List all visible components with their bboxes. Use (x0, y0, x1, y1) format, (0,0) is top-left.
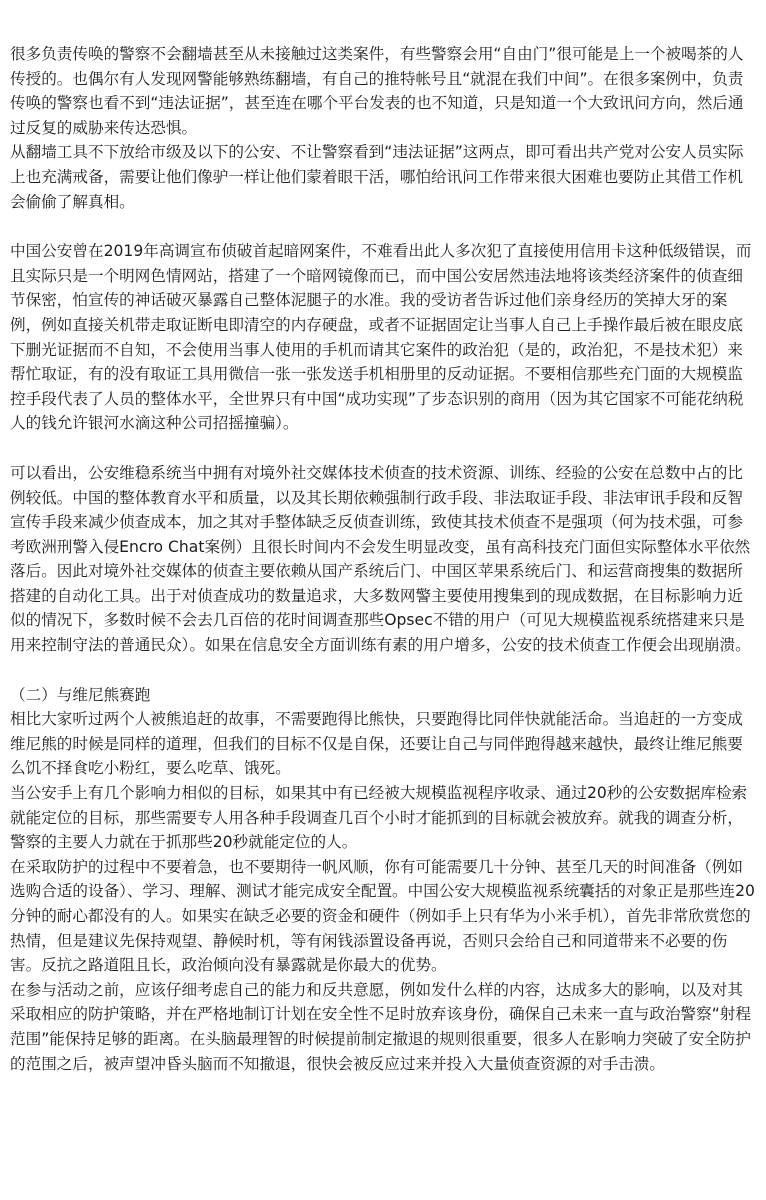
paragraph-darknet-case: 中国公安曾在2019年高调宣布侦破首起暗网案件，不难看出此人多次犯了直接使用信用卡这种低级错误，而且实际只是一个明网色情网站，搭建了一个暗网镜像而已，而中国公安居然违法地将该类经济案件的侦查细节保密，怕宣传的神话破灭暴露自己整体泥腿子的水准。我的受访者告诉过他们亲身经历的笑掉大牙的案例，例如直接关机带走取证断电即清空的内存硬盘，或者不证据固定让当事人自己上手操作最后被在眼皮底下删光证据而不自知，不会使用当事人使用的手机而请其它案件的政治犯（是的，政治犯，不是技术犯）来帮忙取证，有的没有取证工具用微信一张一张发送手机相册里的反动证据。不要相信那些充门面的大规模监控手段代表了人员的整体水平，全世界只有中国“成功实现”了步态识别的商用（因为其它国家不可能花纳税人的钱允许银河水滴这种公司招摇撞骗）。 (10, 242, 752, 433)
paragraph-spacer (10, 658, 756, 683)
paragraph-spacer (10, 214, 756, 239)
paragraph-police-firewall: 很多负责传唤的警察不会翻墙甚至从未接触过这类案件，有些警察会用“自由门”很可能是上一个被喝茶的人传授的。也偶尔有人发现网警能够熟练翻墙，有自己的推特帐号且“就混在我们中间”。在很多案例中，负责传唤的警察也看不到“违法证据”，甚至连在哪个平台发表的也不知道，只是知道一个大致讯问方向，然后通过反复的威胁来传达恐惧。 (10, 45, 744, 137)
paragraph-party-distrust: 从翻墙工具不下放给市级及以下的公安、不让警察看到“违法证据”这两点，即可看出共产党对公安人员实际上也充满戒备，需要让他们像驴一样让他们蒙着眼干活，哪怕给讯问工作带来很大困难也要防止其借工作机会偷偷了解真相。 (10, 143, 744, 211)
paragraph-planning: 在参与活动之前，应该仔细考虑自己的能力和反共意愿，例如发什么样的内容，达成多大的影响，以及对其采取相应的防护策略，并在严格地制订计划在安全性不足时放弃该身份，确保自己未来一直与政治警察“射程范围”能保持足够的距离。在头脑最理智的时候提前制定撤退的规则很重要，很多人在影响力突破了安全防护的范围之后，被声望冲昏头脑而不知撤退，很快会被反应过来并投入大量侦查资源的对手击溃。 (10, 980, 751, 1073)
section-heading: （二）与维尼熊赛跑 (10, 685, 151, 704)
paragraph-spacer (10, 436, 756, 461)
paragraph-20-seconds: 当公安手上有几个影响力相似的目标，如果其中有已经被大规模监视程序收录、通过20秒的公安数据库检索就能定位的目标，那些需要专人用各种手段调查几百个小时才能抓到的目标就会被放弃。就我的调查分析，警察的主要人力就在于抓那些20秒就能定位的人。 (10, 784, 748, 852)
paragraph-bear-story: 相比大家听过两个人被熊追赶的故事，不需要跑得比熊快，只要跑得比同伴快就能活命。当追赶的一方变成维尼熊的时候是同样的道理，但我们的目标不仅是自保，还要让自己与同伴跑得越来越快，最终让维尼熊要么饥不择食吃小粉红，要么吃草、饿死。 (10, 710, 743, 778)
paragraph-tech-investigation: 可以看出，公安维稳系统当中拥有对境外社交媒体技术侦查的技术资源、训练、经验的公安在总数中占的比例较低。中国的整体教育水平和质量，以及其长期依赖强制行政手段、非法取证手段、非法审讯手段和反智宣传手段来减少侦查成本，加之其对手整体缺乏反侦查训练，致使其技术侦查不是强项（何为技术强，可参考欧洲刑警入侵Encro Chat案例）且很长时间内不会发生明显改变，虽有高科技充门面但实际整体水平依然落后。因此对境外社交媒体的侦查主要依赖从国产系统后门、中国区苹果系统后门、和运营商搜集的数据所搭建的自动化工具。出于对侦查成功的数量追求，大多数网警主要使用搜集到的现成数据，在目标影响力近似的情况下，多数时候不会去几百倍的花时间调查那些Opsec不错的用户（可见大规模监视系统搭建来只是用来控制守法的普通民众）。如果在信息安全方面训练有素的用户增多，公安的技术侦查工作便会出现崩溃。 (10, 463, 751, 655)
paragraph-patience: 在采取防护的过程中不要着急，也不要期待一帆风顺，你有可能需要几十分钟、甚至几天的时间准备（例如选购合适的设备）、学习、理解、测试才能完成安全配置。中国公安大规模监视系统囊括的对象正是那些连20分钟的耐心都没有的人。如果实在缺乏必要的资金和硬件（例如手上只有华为小米手机），首先非常欣赏您的热情，但是建议先保持观望、静候时机，等有闲钱添置设备再说，否则只会给自己和同道带来不必要的伤害。反抗之路道阻且长，政治倾向没有暴露就是你最大的优势。 (10, 857, 755, 975)
article-body (10, 42, 756, 1192)
